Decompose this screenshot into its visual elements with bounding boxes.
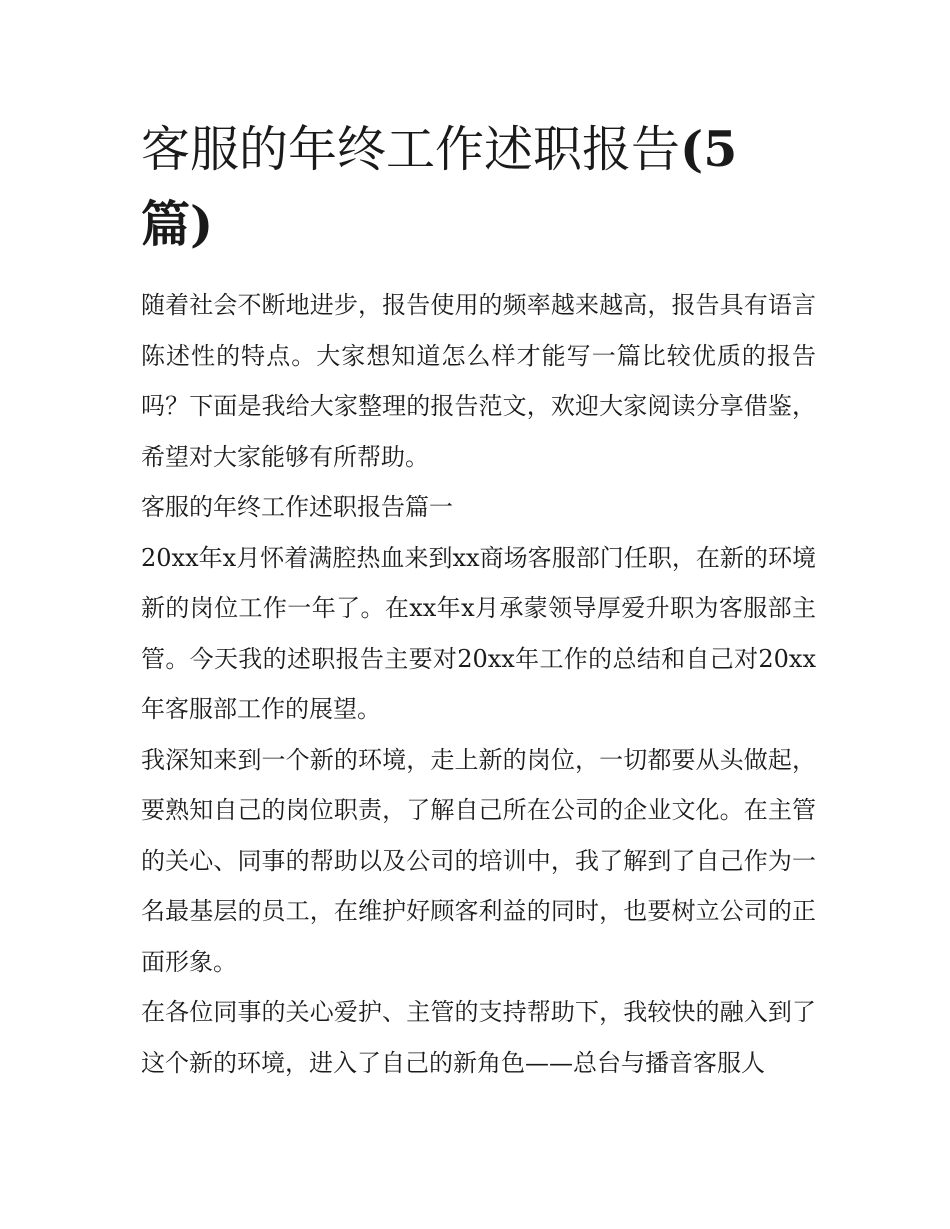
- title-main: 客服的年终工作述职报告: [141, 121, 681, 178]
- intro-paragraph: 随着社会不断地进步，报告使用的频率越来越高，报告具有语言陈述性的特点。大家想知道怎么样才能写一篇比较优质的报告吗？下面是我给大家整理的报告范文，欢迎大家阅读分享借鉴，希望对大家能够有所帮助。: [141, 291, 816, 471]
- body-paragraph: 在各位同事的关心爱护、主管的支持帮助下，我较快的融入到了这个新的环境，进入了自己的新角色——总台与播音客服人: [141, 998, 816, 1077]
- document-title: [141, 112, 741, 262]
- body-paragraph: 我深知来到一个新的环境，走上新的岗位，一切都要从头做起，要熟知自己的岗位职责，了解自己所在公司的企业文化。在主管的关心、同事的帮助以及公司的培训中，我了解到了自己作为一名最基层的员工，在维护好顾客利益的同时，也要树立公司的正面形象。: [141, 745, 816, 976]
- title-tail: (5篇): [141, 120, 738, 253]
- document-page: [141, 112, 816, 1088]
- section-heading: 客服的年终工作述职报告篇一: [141, 493, 453, 521]
- body-paragraph: 20xx年x月怀着满腔热血来到xx商场客服部门任职，在新的环境新的岗位工作一年了。在xx年x月承蒙领导厚爱升职为客服部主管。今天我的述职报告主要对20xx年工作的总结和自己对20xx年客服部工作的展望。: [141, 543, 816, 723]
